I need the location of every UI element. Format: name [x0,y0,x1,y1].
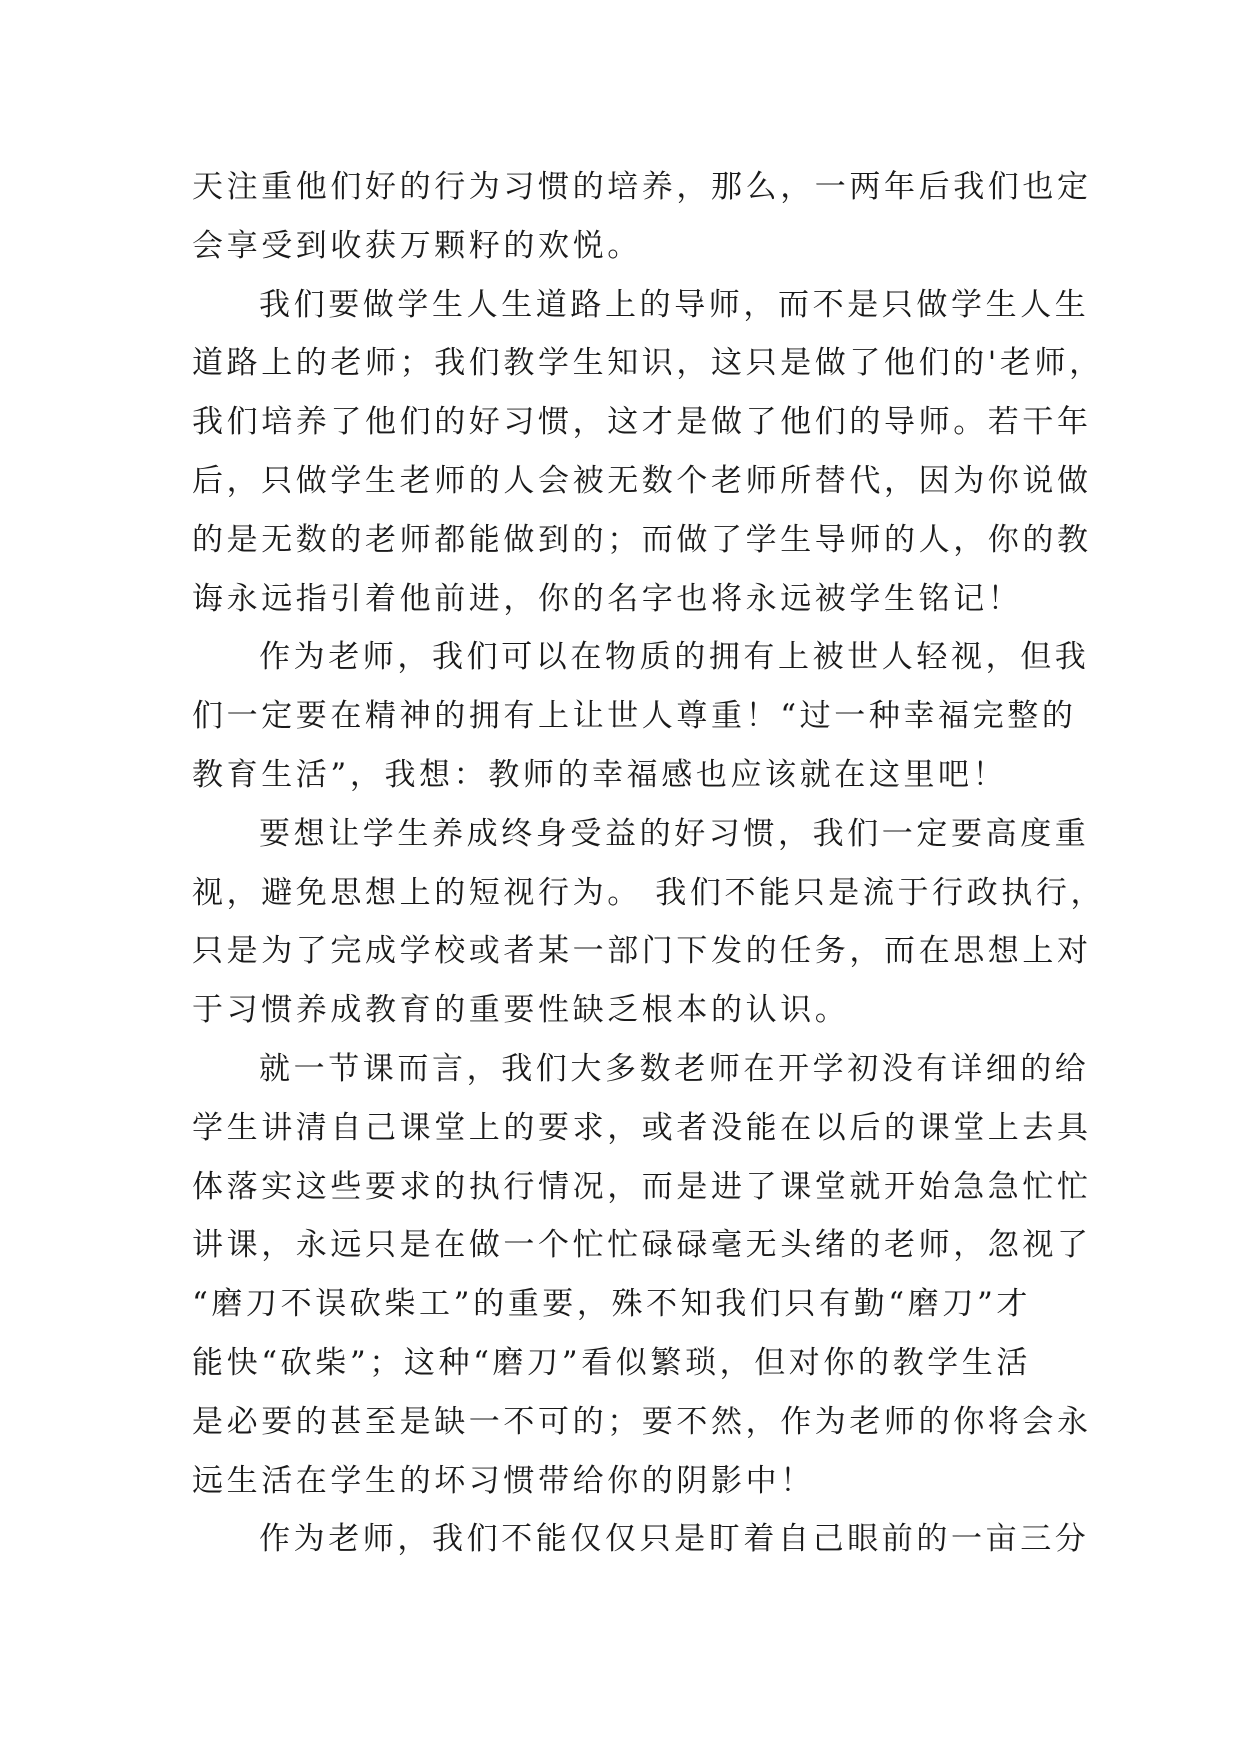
text-line: 只是为了完成学校或者某一部门下发的任务，而在思想上对 [192,933,1092,970]
text-line: 天注重他们好的行为习惯的培养，那么，一两年后我们也定 [192,169,1092,205]
paragraph-first-line: 就一节课而言，我们大多数老师在开学初没有详细的给 [259,1050,1090,1087]
paragraph-first-line: 作为老师，我们不能仅仅只是盯着自己眼前的一亩三分 [259,1521,1090,1558]
text-line: 学生讲清自己课堂上的要求，或者没能在以后的课堂上去具 [192,1109,1092,1146]
paragraph-first-line: 我们要做学生人生道路上的导师，而不是只做学生人生 [259,286,1090,323]
text-line: 我们培养了他们的好习惯，这才是做了他们的导师。若干年 [192,404,1092,441]
paragraph-first-line: 要想让学生养成终身受益的好习惯，我们一定要高度重 [259,815,1090,852]
paragraph-first-line: 作为老师，我们可以在物质的拥有上被世人轻视，但我 [259,639,1090,676]
text-line: 的是无数的老师都能做到的；而做了学生导师的人，你的教 [192,521,1092,558]
text-line: 能快“砍柴”；这种“磨刀”看似繁琐，但对你的教学生活 [192,1344,1031,1381]
text-line: 视，避免思想上的短视行为。 我们不能只是流于行政执行， [192,874,1106,911]
text-line: 教育生活”，我想：教师的幸福感也应该就在这里吧！ [192,756,1008,793]
text-line: 是必要的甚至是缺一不可的；要不然，作为老师的你将会永 [192,1403,1092,1440]
text-line: 们一定要在精神的拥有上让世人尊重！“过一种幸福完整的 [192,698,1077,735]
text-line: “磨刀不误砍柴工”的重要，殊不知我们只有勤“磨刀”才 [192,1286,1031,1323]
text-line: 会享受到收获万颗籽的欢悦。 [192,227,642,264]
text-line: 于习惯养成教育的重要性缺乏根本的认识。 [192,992,850,1029]
text-line: 讲课，永远只是在做一个忙忙碌碌毫无头绪的老师，忽视了 [192,1227,1092,1264]
text-line: 远生活在学生的坏习惯带给你的阴影中！ [192,1462,815,1499]
text-line: 道路上的老师；我们教学生知识，这只是做了他们的'老师， [192,345,1104,382]
text-line: 后，只做学生老师的人会被无数个老师所替代，因为你说做 [192,462,1092,499]
text-line: 诲永远指引着他前进，你的名字也将永远被学生铭记！ [192,580,1023,617]
document-body [192,158,1106,1569]
text-line: 体落实这些要求的执行情况，而是进了课堂就开始急急忙忙 [192,1168,1092,1205]
